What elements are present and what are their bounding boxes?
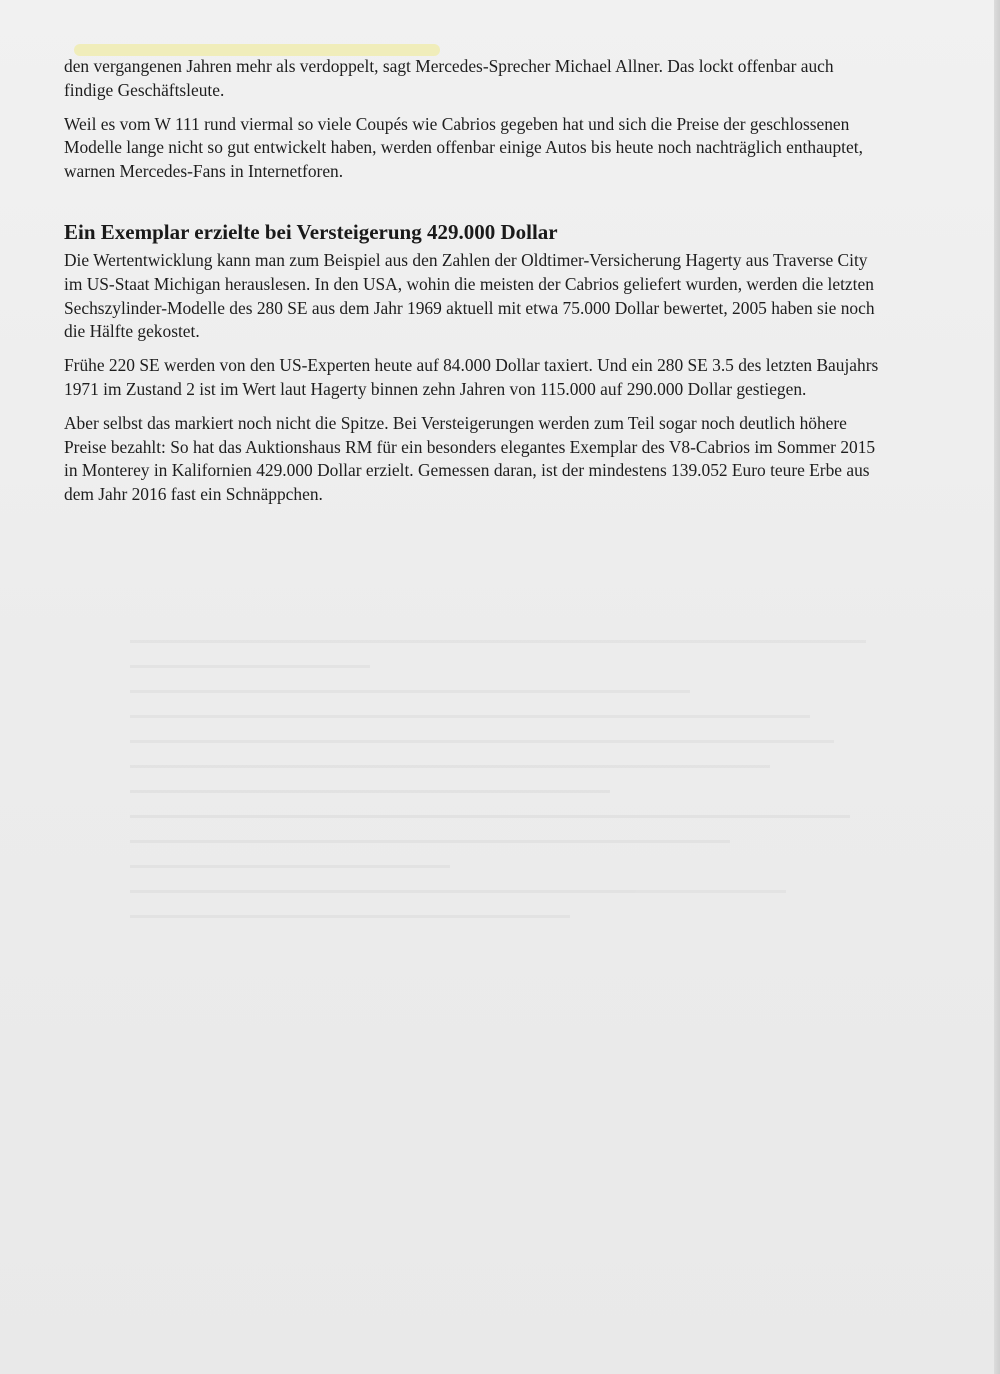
section-heading: Ein Exemplar erzielte bei Versteigerung 429.000 Dollar (64, 219, 558, 244)
article-body (64, 55, 884, 517)
paragraph: Weil es vom W 111 rund viermal so viele Coupés wie Cabrios gegeben hat und sich die Preise der geschlossenen Modelle lange nicht so gut entwickelt haben, werden offenbar einige Autos bis heute noch nachträglich enthauptet, warnen Mercedes-Fans in Internetforen. (64, 113, 863, 182)
bleed-through-text (130, 640, 930, 1140)
page-edge (994, 0, 1000, 1374)
paragraph: Aber selbst das markiert noch nicht die Spitze. Bei Versteigerungen werden zum Teil sogar noch deutlich höhere Preise bezahlt: So hat das Auktionshaus RM für ein besonders elegantes Exemplar des V8-Cabrios im Sommer 2015 in Monterey in Kalifornien 429.000 Dollar erzielt. Gemessen daran, ist der mindestens 139.052 Euro teure Erbe aus dem Jahr 2016 fast ein Schnäppchen. (64, 412, 876, 505)
paragraph: den vergangenen Jahren mehr als verdoppelt, sagt Mercedes-Sprecher Michael Allner. Das lockt offenbar auch findige Geschäftsleute. (64, 56, 834, 100)
paragraph: Die Wertentwicklung kann man zum Beispiel aus den Zahlen der Oldtimer-Versicherung Hagerty aus Traverse City im US-Staat Michigan herauslesen. In den USA, wohin die meisten der Cabrios geliefert wurden, werden die letzten Sechszylinder-Modelle des 280 SE aus dem Jahr 1969 aktuell mit etwa 75.000 Dollar bewertet, 2005 haben sie noch die Hälfte gekostet. (64, 249, 875, 342)
paragraph: Frühe 220 SE werden von den US-Experten heute auf 84.000 Dollar taxiert. Und ein 280 SE 3.5 des letzten Baujahrs 1971 im Zustand 2 ist im Wert laut Hagerty binnen zehn Jahren von 115.000 auf 290.000 Dollar gestiegen. (64, 355, 879, 399)
